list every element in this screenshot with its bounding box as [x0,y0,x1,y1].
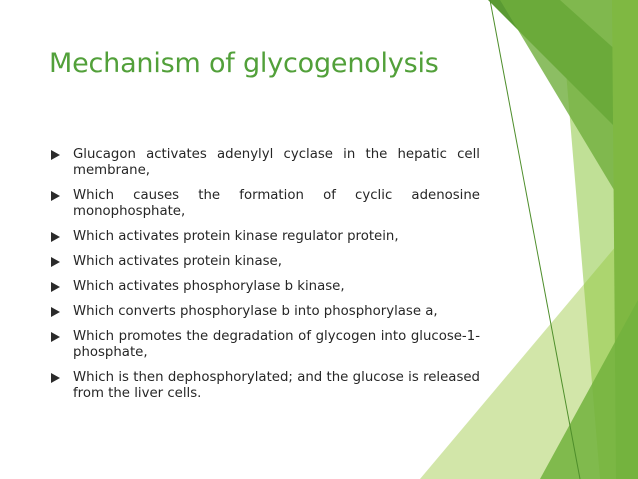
triangle-right-icon [51,191,60,201]
bullet-text: Which is then dephosphorylated; and the glucose is released from the liver cells. [73,370,480,401]
bullet-item [49,147,480,179]
bullet-item [49,229,480,245]
triangle-right-icon [51,282,60,292]
bullet-text: Which converts phosphorylase b into phosphorylase a, [73,304,438,319]
triangle-right-icon [51,150,60,160]
bullet-item [49,370,480,402]
bullet-text: Which activates protein kinase regulator protein, [73,229,399,244]
triangle-right-icon [51,257,60,267]
bullet-text: Which activates phosphorylase b kinase, [73,279,345,294]
bullet-item [49,329,480,361]
bullet-item [49,254,480,270]
slide-title: Mechanism of glycogenolysis [49,48,439,79]
bullet-text: Which promotes the degradation of glycogen into glucose-1-phosphate, [73,329,480,360]
bullet-text: Which activates protein kinase, [73,254,282,269]
bullet-item [49,279,480,295]
triangle-right-icon [51,332,60,342]
bullet-item [49,304,480,320]
bullet-text: Glucagon activates adenylyl cyclase in the hepatic cell membrane, [73,147,480,178]
bullet-list [49,147,480,411]
bullet-text: Which causes the formation of cyclic adenosine monophosphate, [73,188,480,219]
triangle-right-icon [51,307,60,317]
bullet-item [49,188,480,220]
triangle-right-icon [51,373,60,383]
triangle-right-icon [51,232,60,242]
